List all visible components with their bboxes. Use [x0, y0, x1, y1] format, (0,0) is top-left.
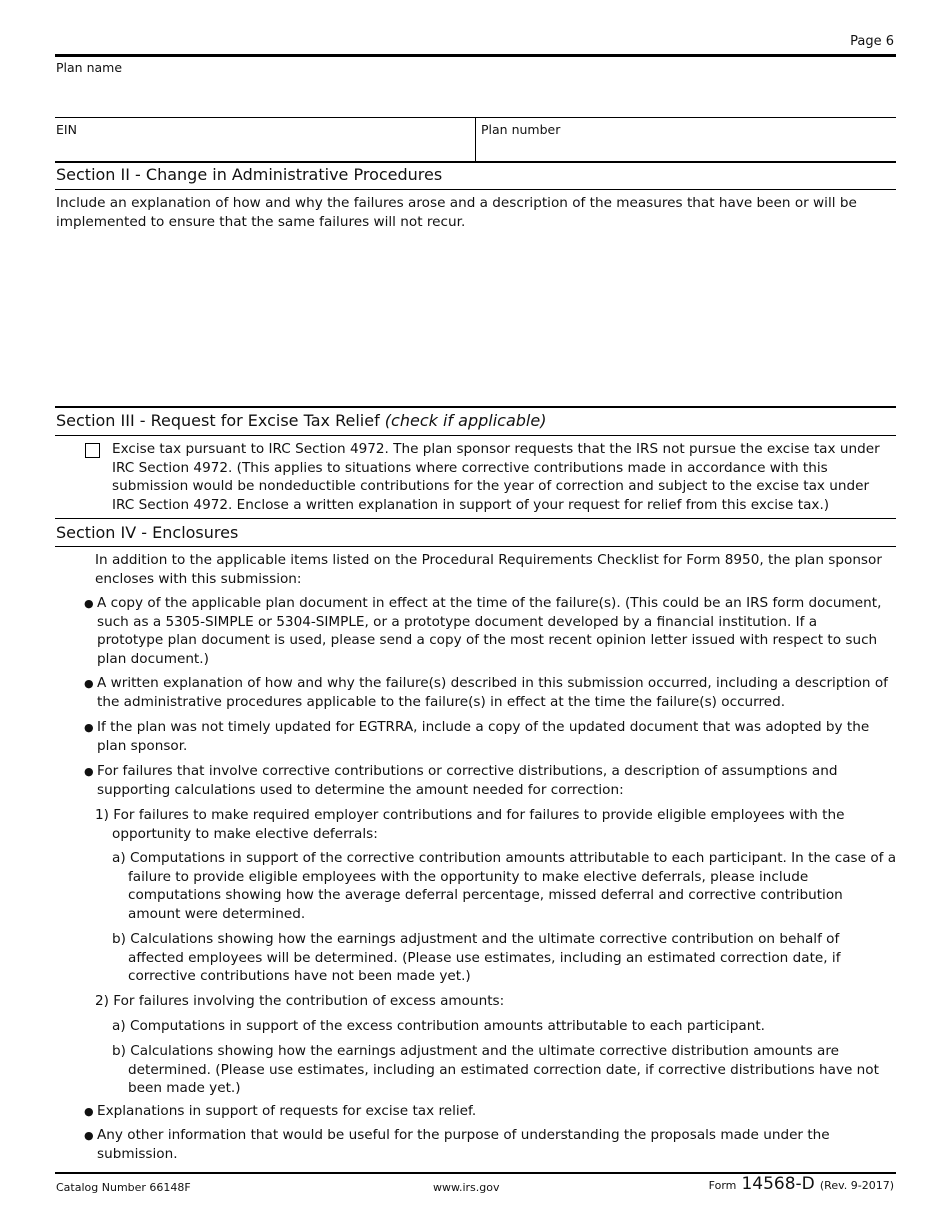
item-line: failure to provide eligible employees with the opportunity to make elective deferrals, please include — [128, 868, 809, 885]
page-number: Page 6 — [850, 34, 894, 49]
intro-line: encloses with this submission: — [95, 570, 302, 587]
sub-item-2b — [112, 1042, 879, 1098]
item-line: Any other information that would be useful for the purpose of understanding the proposals made under the — [97, 1127, 830, 1143]
item-line: submission. — [97, 1145, 178, 1162]
item-line: 1) For failures to make required employer contributions and for failures to provide eligible employees with the — [95, 807, 845, 823]
item-line: 2) For failures involving the contribution of excess amounts: — [95, 993, 505, 1009]
sub-item-2a — [112, 1017, 765, 1036]
plan-number-field[interactable] — [481, 138, 894, 160]
item-line: a) Computations in support of the excess contribution amounts attributable to each participant. — [112, 1018, 765, 1034]
section2-response-area[interactable] — [56, 236, 894, 404]
section3-title-rule — [55, 435, 896, 436]
item-line: If the plan was not timely updated for EGTRRA, include a copy of the updated document that was adopted by the — [97, 719, 870, 735]
item-line: a) Computations in support of the corrective contribution amounts attributable to each participant. In the case of a — [112, 850, 897, 866]
form-revision: (Rev. 9-2017) — [819, 1179, 894, 1192]
bullet-icon: ● — [84, 721, 94, 734]
item-line: affected employees will be determined. (Please use estimates, including an estimated correction date, if — [128, 949, 841, 966]
excise-tax-text — [112, 440, 896, 514]
item-line: b) Calculations showing how the earnings adjustment and the ultimate corrective contribution on behalf of — [112, 931, 840, 947]
plan-name-label: Plan name — [56, 60, 123, 75]
item-line: such as a 5305-SIMPLE or 5304-SIMPLE, or a prototype document developed by a financial institution. If a — [97, 613, 818, 630]
bullet-icon: ● — [84, 597, 94, 610]
section2-top-rule — [55, 161, 896, 163]
section3-title — [56, 411, 546, 430]
intro-line: In addition to the applicable items listed on the Procedural Requirements Checklist for Form 8950, the plan sponsor — [95, 552, 882, 568]
enclosures-intro — [95, 551, 882, 588]
section3-top-rule — [55, 406, 896, 408]
enclosure-item — [97, 762, 837, 799]
website: www.irs.gov — [433, 1181, 500, 1194]
top-rule — [55, 54, 896, 57]
field-separator — [475, 117, 476, 161]
section4-title-rule — [55, 546, 896, 547]
item-line: plan document.) — [97, 650, 209, 667]
ein-field[interactable] — [56, 138, 474, 160]
section2-title: Section II - Change in Administrative Procedures — [56, 165, 443, 184]
section2-line: Include an explanation of how and why the failures arose and a description of the measures that have been or will be — [56, 195, 857, 211]
enclosure-item — [97, 594, 881, 668]
bullet-icon: ● — [84, 765, 94, 778]
excise-line: IRC Section 4972. Enclose a written explanation in support of your request for relief from this excise tax.) — [112, 496, 830, 513]
item-line: A written explanation of how and why the failure(s) described in this submission occurred, including a description of — [97, 675, 888, 691]
item-line: the administrative procedures applicable to the failure(s) in effect at the time the failure(s) occurred. — [97, 693, 786, 710]
section3-title-note: (check if applicable) — [384, 411, 547, 430]
bullet-icon: ● — [84, 1105, 94, 1118]
section4-top-rule — [55, 518, 896, 519]
sub-item-1a — [112, 849, 896, 923]
sub-item-1 — [95, 806, 844, 843]
ein-label: EIN — [56, 122, 77, 137]
section3-title-text: Section III - Request for Excise Tax Relief — [56, 411, 380, 430]
section2-instructions — [56, 194, 857, 231]
item-line: opportunity to make elective deferrals: — [112, 825, 378, 842]
item-line: For failures that involve corrective contributions or corrective distributions, a description of assumptions and — [97, 763, 838, 779]
enclosure-item — [97, 674, 888, 711]
form-id — [709, 1174, 894, 1194]
item-line: been made yet.) — [128, 1080, 241, 1096]
form-prefix: Form — [708, 1179, 737, 1192]
section2-title-rule — [55, 189, 896, 190]
sub-item-2 — [95, 992, 504, 1011]
section2-line: implemented to ensure that the same failures will not recur. — [56, 213, 466, 230]
excise-line: Excise tax pursuant to IRC Section 4972. The plan sponsor requests that the IRS not pursue the excise tax under — [112, 441, 880, 457]
item-line: plan sponsor. — [97, 737, 188, 754]
item-line: prototype plan document is used, please send a copy of the most recent opinion letter issued with respect to such — [97, 632, 878, 648]
enclosure-item — [97, 1126, 830, 1163]
item-line: A copy of the applicable plan document in effect at the time of the failure(s). (This could be an IRS form document, — [97, 595, 882, 611]
item-line: amount were determined. — [128, 905, 306, 922]
bullet-icon: ● — [84, 677, 94, 690]
item-line: computations showing how the average deferral percentage, missed deferral and corrective contribution — [128, 887, 843, 903]
excise-tax-checkbox[interactable] — [85, 443, 100, 458]
item-line: Explanations in support of requests for excise tax relief. — [97, 1103, 477, 1119]
enclosure-item — [97, 1102, 476, 1121]
enclosure-item — [97, 718, 869, 755]
item-line: determined. (Please use estimates, including an estimated correction date, if corrective distributions have not — [128, 1061, 879, 1078]
item-line: corrective contributions have not been made yet.) — [128, 968, 471, 984]
item-line: b) Calculations showing how the earnings adjustment and the ultimate corrective distribution amounts are — [112, 1043, 840, 1059]
section4-title: Section IV - Enclosures — [56, 523, 239, 542]
bullet-icon: ● — [84, 1129, 94, 1142]
form-number: 14568-D — [741, 1174, 815, 1194]
plan-number-label: Plan number — [481, 122, 561, 137]
catalog-number: Catalog Number 66148F — [56, 1181, 191, 1194]
sub-item-1b — [112, 930, 840, 986]
plan-name-field[interactable] — [56, 78, 894, 116]
item-line: supporting calculations used to determine the amount needed for correction: — [97, 781, 624, 798]
excise-line: IRC Section 4972. (This applies to situations where corrective contributions made in accordance with this — [112, 459, 828, 476]
excise-line: submission would be nondeductible contributions for the year of correction and subject to the excise tax under — [112, 478, 870, 494]
